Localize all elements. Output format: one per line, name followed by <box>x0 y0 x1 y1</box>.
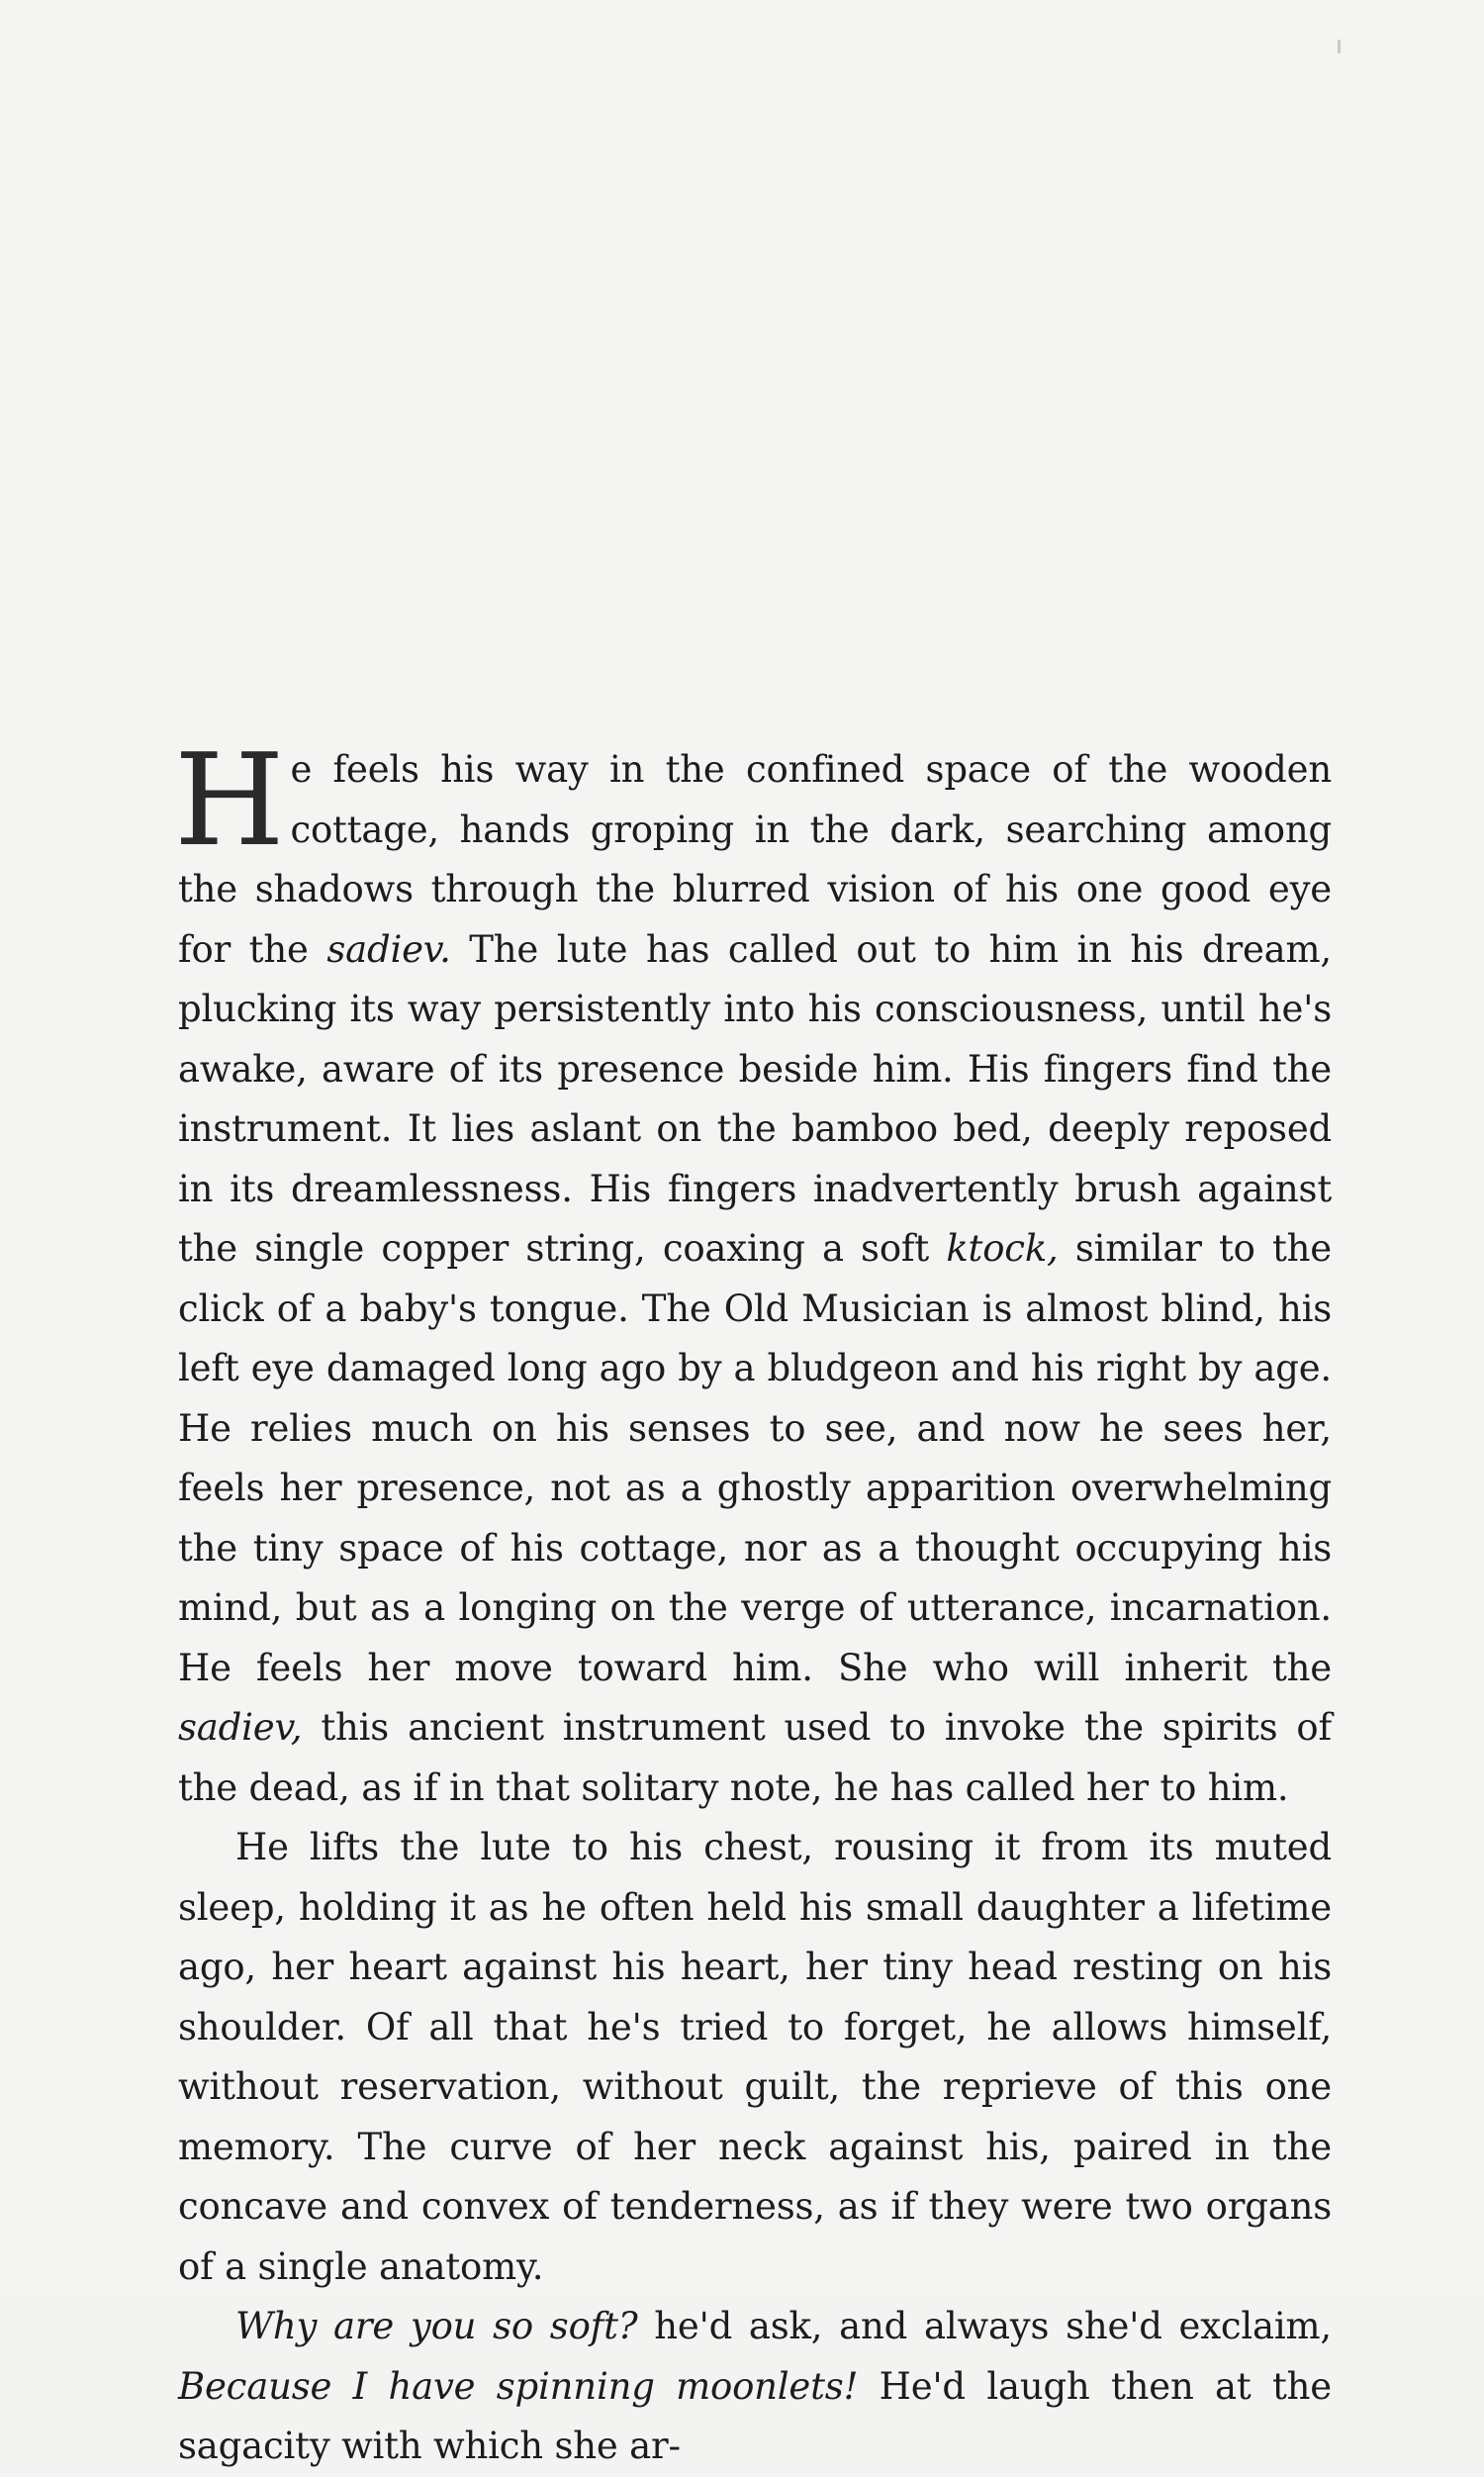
italic-sadiev-2: sadiev, <box>178 1706 303 1749</box>
paragraph-1-text-d: this ancient instrument used to invoke the spirits of the dead, as if in that solitary note, he has called her to him. <box>178 1706 1332 1809</box>
paragraph-1-text-b: The lute has called out to him in his dream, plucking its way persistently into his consciousness, until he's awake, aware of its presence beside him. His fingers find the instrument. It lies aslant on the bamboo bed, deeply reposed in its dreamlessness. His fingers inadvertently brush against the single copper string, coaxing a soft <box>178 927 1332 1270</box>
paragraph-1 <box>174 727 1332 1818</box>
body-text <box>174 727 1332 2477</box>
italic-question: Why are you so soft? <box>235 2305 638 2347</box>
drop-cap: H <box>174 727 285 875</box>
paragraph-1-text-a: e feels his way in the confined space of the wooden cottage, hands groping in the dark, searching among the shadows through the blurred vision of his one good eye for the <box>178 748 1332 971</box>
scan-speck <box>1338 40 1341 53</box>
paragraph-2: He lifts the lute to his chest, rousing it from its muted sleep, holding it as he often held his small daughter a lifetime ago, her heart against his heart, her tiny head resting on his shoulder. Of all that he's tried to forget, he allows himself, without reservation, without guilt, the reprieve of this one memory. The curve of her neck against his, paired in the concave and convex of tenderness, as if they were two organs of a single anatomy. <box>178 1826 1332 2288</box>
italic-answer: Because I have spinning moonlets! <box>178 2364 859 2408</box>
italic-ktock: ktock, <box>946 1227 1059 1270</box>
paragraph-3-text-b: He'd laugh then at the sagacity with which she ar- <box>178 2364 1332 2467</box>
paragraph-1-text-c: similar to the click of a baby's tongue. The Old Musician is almost blind, his left eye damaged long ago by a bludgeon and his right by age. He relies much on his senses to see, and now he sees her, feels her presence, not as a ghostly apparition overwhelming the tiny space of his cottage, nor as a thought occupying his mind, but as a longing on the verge of utterance, incarnation. He feels her move toward him. She who will inherit the <box>178 1227 1332 1689</box>
italic-sadiev-1: sadiev. <box>326 927 451 971</box>
paragraph-3-text-a: he'd ask, and always she'd exclaim, <box>637 2305 1332 2347</box>
paragraph-3 <box>178 2297 1332 2477</box>
